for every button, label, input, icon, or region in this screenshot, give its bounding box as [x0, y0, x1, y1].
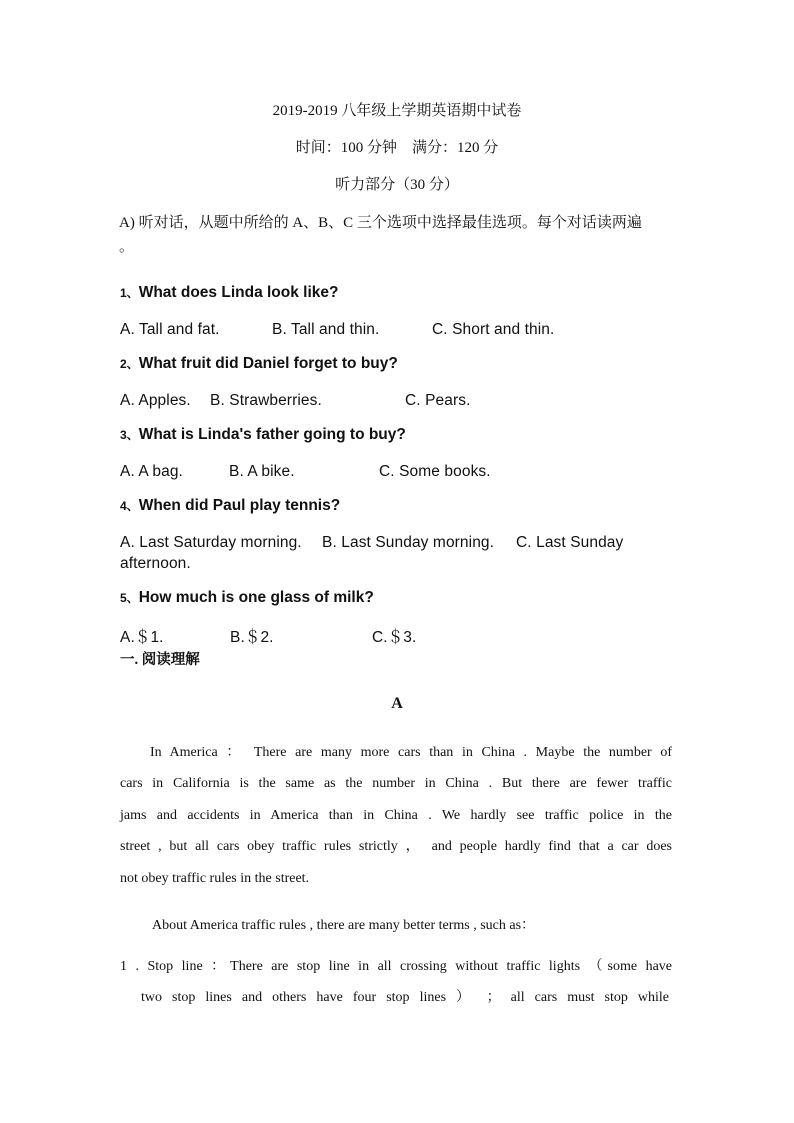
question-5 — [120, 589, 374, 607]
question-text: When did Paul play tennis? — [138, 497, 341, 514]
q4-option-a: A. Last Saturday morning. — [120, 534, 302, 551]
question-number: 1、 — [120, 286, 139, 300]
rule-item-1-line2: two stop lines and others have four stop lines ） ； all cars must stop while — [141, 990, 669, 1005]
listening-instruction: A) 听对话，从题中所给的 A、B、C 三个选项中选择最佳选项。每个对话读两遍 — [119, 215, 642, 231]
q3-option-b: B. A bike. — [229, 463, 295, 480]
listening-heading: 听力部分（30 分） — [335, 177, 459, 193]
q5-option-c: C.＄3. — [372, 629, 417, 646]
passage-para2: About America traffic rules , there are many better terms , such as： — [152, 918, 536, 933]
question-3 — [120, 426, 406, 444]
time-score-info: 时间：100 分钟 满分：120 分 — [295, 140, 499, 156]
question-number: 5、 — [120, 591, 139, 605]
q4-option-c: C. Last Sunday — [516, 534, 624, 551]
q2-option-a: A. Apples. — [120, 392, 191, 409]
passage-label: A — [391, 695, 403, 712]
question-text: How much is one glass of milk? — [138, 589, 374, 606]
question-text: What fruit did Daniel forget to buy? — [138, 355, 398, 372]
question-1 — [120, 284, 339, 302]
q5-option-b: B.＄2. — [230, 629, 274, 646]
question-text: What does Linda look like? — [138, 284, 339, 301]
reading-heading: 一. 阅读理解 — [120, 652, 200, 668]
passage-para1-line4: street , but all cars obey traffic rules strictly ， and people hardly find that a car does — [120, 839, 672, 854]
question-number: 2、 — [120, 357, 139, 371]
listening-instruction-end: 。 — [119, 239, 135, 255]
rule-item-1-line1: 1 . Stop line ：There are stop line in all crossing without traffic lights （some have — [120, 959, 672, 974]
q3-option-a: A. A bag. — [120, 463, 183, 480]
passage-para1-line2: cars in California is the same as the number in China . But there are fewer traffic — [120, 776, 672, 791]
q1-option-c: C. Short and thin. — [432, 321, 555, 338]
passage-para1-line1: In America ： There are many more cars than in China . Maybe the number of — [150, 745, 672, 760]
q4-option-b: B. Last Sunday morning. — [322, 534, 495, 551]
q1-option-b: B. Tall and thin. — [272, 321, 380, 338]
question-4 — [120, 497, 340, 515]
question-text: What is Linda's father going to buy? — [138, 426, 406, 443]
q2-option-b: B. Strawberries. — [210, 392, 322, 409]
question-number: 3、 — [120, 428, 139, 442]
passage-para1-line5: not obey traffic rules in the street. — [120, 871, 310, 886]
q4-option-c-continued: afternoon. — [120, 555, 191, 572]
exam-title: 2019-2019 八年级上学期英语期中试卷 — [272, 103, 522, 119]
q2-option-c: C. Pears. — [405, 392, 471, 409]
question-number: 4、 — [120, 499, 139, 513]
question-2 — [120, 355, 398, 373]
q3-option-c: C. Some books. — [379, 463, 491, 480]
q5-option-a: A.＄1. — [120, 629, 164, 646]
passage-para1-line3: jams and accidents in America than in China . We hardly see traffic police in the — [120, 808, 672, 823]
q1-option-a: A. Tall and fat. — [120, 321, 220, 338]
